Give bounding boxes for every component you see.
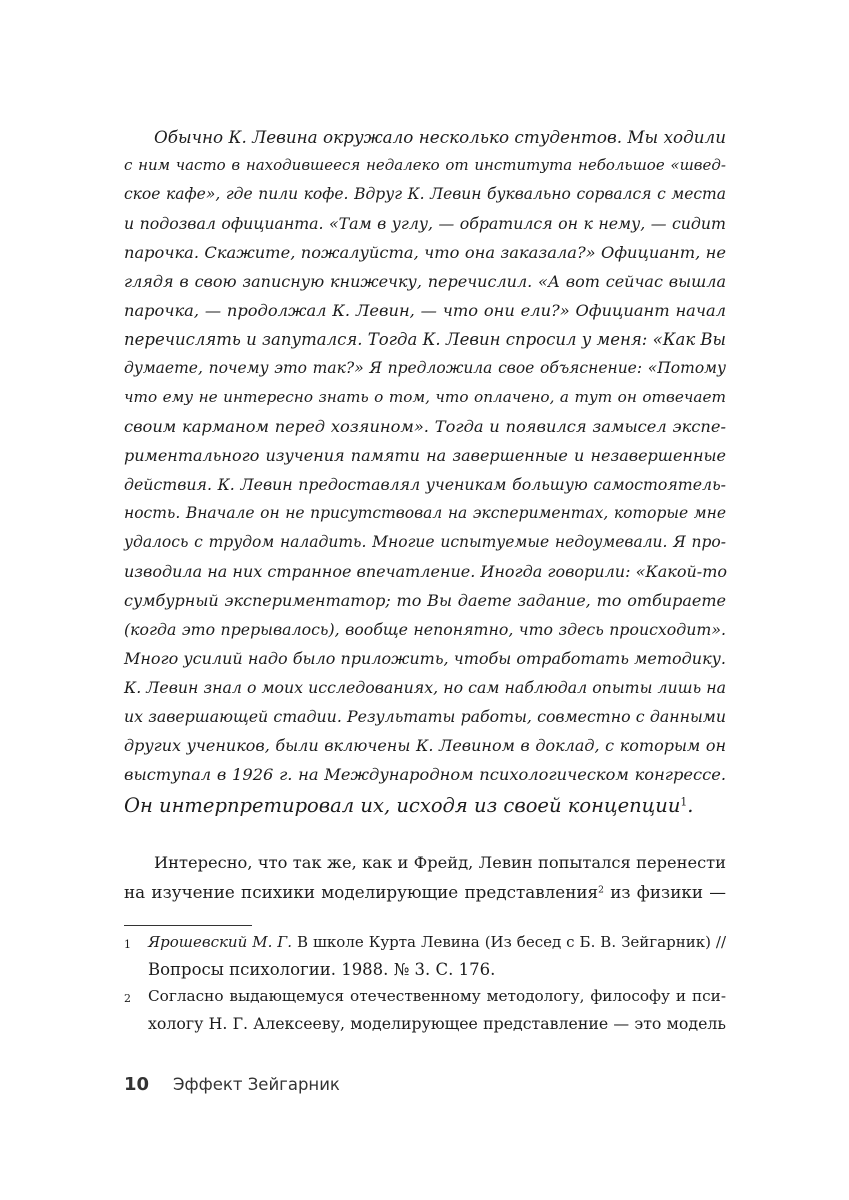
footnote-number: 1 <box>124 938 131 951</box>
footnote-separator <box>124 925 252 926</box>
body-line-text-end: из физики — <box>603 882 727 902</box>
footnote-ref-1[interactable]: 1 <box>680 795 688 809</box>
quote-line: Обычно К. Левина окружало несколько студентов. Мы ходили <box>154 127 726 147</box>
footnote-author: Ярошевский М. Г. <box>148 933 293 951</box>
quote-line: действия. К. Левин предоставлял ученикам большую самостоятель- <box>124 475 726 494</box>
quote-line: Много усилий надо было приложить, чтобы отработать методику. <box>124 649 726 668</box>
quote-line: перечислять и запутался. Тогда К. Левин спросил у меня: «Как Вы <box>124 330 726 349</box>
quote-line: ское кафе», где пили кофе. Вдруг К. Левин буквально сорвался с места <box>124 185 726 203</box>
quote-line: своим карманом перед хозяином». Тогда и появился замысел экспе- <box>124 417 726 436</box>
quote-line: думаете, почему это так?» Я предложила свое объяснение: «Потому <box>124 359 726 377</box>
footnote-2-line2: хологу Н. Г. Алексееву, моделирующее представление — это модель <box>148 1014 726 1033</box>
quote-line: глядя в свою записную книжечку, перечислил. «А вот сейчас вышла <box>124 272 726 291</box>
quote-line: (когда это прерывалось), вообще непонятно, что здесь происходит». <box>124 620 726 639</box>
quote-line: риментального изучения памяти на завершенные и незавершенные <box>124 446 726 465</box>
quote-line: других учеников, были включены К. Левином в доклад, с которым он <box>124 736 726 755</box>
footnote-text: В школе Курта Левина (Из бесед с Б. В. Зейгарник) // <box>292 933 726 951</box>
body-line-text: на изучение психики моделирующие представления <box>124 882 599 902</box>
footnote-ref-2[interactable]: 2 <box>598 884 604 896</box>
footnote-1-line2: Вопросы психологии. 1988. № 3. С. 176. <box>148 960 496 979</box>
running-title: Эффект Зейгарник <box>173 1075 340 1094</box>
quote-line: ность. Вначале он не присутствовал на экспериментах, которые мне <box>124 504 726 522</box>
quote-line: удалось с трудом наладить. Многие испытуемые недоумевали. Я про- <box>124 533 726 551</box>
quote-line: парочка, — продолжал К. Левин, — что они ели?» Официант начал <box>124 301 726 320</box>
quote-line: сумбурный экспериментатор; то Вы даете задание, то отбираете <box>124 591 726 610</box>
quote-line: парочка. Скажите, пожалуйста, что она заказала?» Официант, не <box>124 243 726 262</box>
footnote-2-line1: Согласно выдающемуся отечественному методологу, философу и пси- <box>148 987 726 1005</box>
quote-line: изводила на них странное впечатление. Иногда говорили: «Какой-то <box>124 562 727 581</box>
page-number: 10 <box>124 1074 150 1095</box>
quote-end-punct: . <box>687 794 694 817</box>
body-line <box>124 884 726 901</box>
footnote-1-line1 <box>148 935 726 950</box>
quote-line: и подозвал официанта. «Там в углу, — обратился он к нему, — сидит <box>124 214 726 233</box>
quote-line: с ним часто в находившееся недалеко от института небольшое «швед- <box>124 156 726 174</box>
footnote-number: 2 <box>124 992 131 1005</box>
quote-line: К. Левин знал о моих исследованиях, но сам наблюдал опыты лишь на <box>124 678 726 697</box>
quote-line: Он интерпретировал их, исходя из своей концепции <box>124 794 681 817</box>
quote-line: выступал в 1926 г. на Международном психологическом конгрессе. <box>124 765 726 784</box>
quote-line: что ему не интересно знать о том, что оплачено, а тут он отвечает <box>124 388 726 406</box>
quote-line: их завершающей стадии. Результаты работы, совместно с данными <box>124 707 726 726</box>
body-line: Интересно, что так же, как и Фрейд, Левин попытался перенести <box>154 853 726 872</box>
quote-last-line <box>124 796 726 816</box>
